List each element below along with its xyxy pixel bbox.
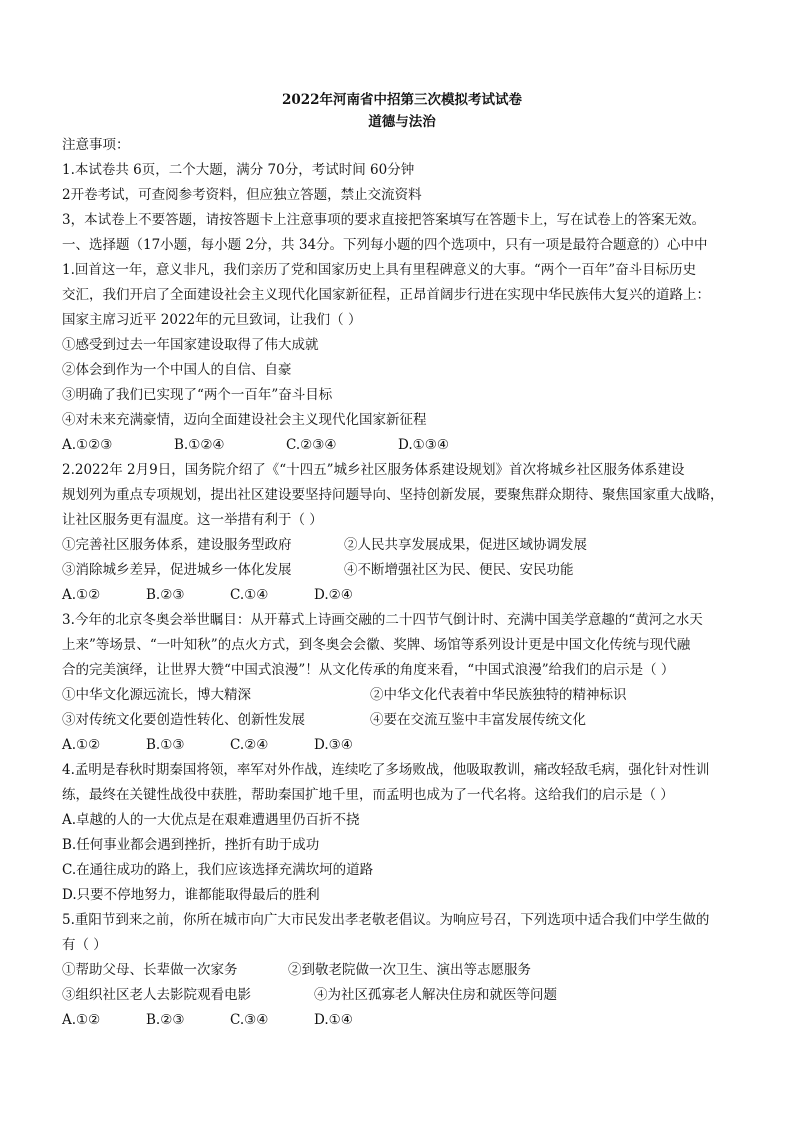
option-c: C.②③④ xyxy=(286,437,337,453)
option-d: D.③④ xyxy=(314,737,353,753)
question-1-item: ③明确了我们已实现了“两个一百年”奋斗目标 xyxy=(62,387,333,403)
option-b: B.②③ xyxy=(146,587,185,603)
question-2-items-row xyxy=(62,533,742,558)
option-a: A.①② xyxy=(62,1012,101,1028)
option-c: C.②④ xyxy=(230,737,269,753)
question-3-item: ①中华文化源远流长，博大精深 xyxy=(62,687,251,703)
question-5-item: ④为社区孤寡老人解决住房和就医等问题 xyxy=(314,987,557,1003)
question-1-item: ①感受到过去一年国家建设取得了伟大成就 xyxy=(62,337,319,353)
question-5-items-row xyxy=(62,958,742,983)
question-4-option-a: A.卓越的人的一大优点是在艰难遭遇里仍百折不挠 xyxy=(62,812,360,828)
question-3-stem: 3.今年的北京冬奥会举世瞩目：从开幕式上诗画交融的二十四节气倒计时、充满中国美学意趣的“黄河之水天 上来”等场景、“一叶知秋”的点火方式，到冬奥会会徽、奖牌、场馆等系列设计更是中国文化传统与现代融 合的完美演绎，让世界大赞“中国式浪漫”！从文化传承的角度来看，“中国式浪漫”给我们的启示是（ ） xyxy=(62,612,703,678)
note-item: 1.本试卷共 6页，二个大题，满分 70分，考试时间 60分钟 xyxy=(62,162,415,178)
question-5-item: ②到敬老院做一次卫生、演出等志愿服务 xyxy=(288,962,531,978)
question-1-item: ②体会到作为一个中国人的自信、自豪 xyxy=(62,362,292,378)
question-2-item: ④不断增强社区为民、便民、安民功能 xyxy=(344,562,574,578)
option-a: A.①② xyxy=(62,587,101,603)
question-5-items-row xyxy=(62,983,742,1008)
subject-title: 道德与法治 xyxy=(368,114,436,130)
note-item: 3，本试卷上不要答题，请按答题卡上注意事项的要求直接把答案填写在答题卡上，写在试卷上的答案无效。 xyxy=(62,212,706,228)
exam-title: 2022年河南省中招第三次模拟考试试卷 xyxy=(281,92,523,108)
question-2-item: ①完善社区服务体系，建设服务型政府 xyxy=(62,537,292,553)
question-5-stem: 5.重阳节到来之前，你所在城市向广大市民发出孝老敬老倡议。为响应号召，下列选项中适合我们中学生做的 有（ ） xyxy=(62,912,710,953)
option-c: C.①④ xyxy=(230,587,269,603)
option-a: A.①② xyxy=(62,737,101,753)
question-2-item: ②人民共享发展成果，促进区域协调发展 xyxy=(344,537,587,553)
question-5-options xyxy=(62,1008,742,1033)
question-4-stem: 4.孟明是春秋时期秦国将领，率军对外作战，连续吃了多场败战，他吸取教训，痛改轻敌毛病，强化针对性训 练，最终在关键性战役中获胜，帮助秦国扩地千里，而孟明也成为了一代名将。这给我们的启示是（ ） xyxy=(62,762,710,803)
question-1-stem: 1.回首这一年，意义非凡，我们亲历了党和国家历史上具有里程碑意义的大事。“两个一百年”奋斗目标历史 交汇，我们开启了全面建设社会主义现代化国家新征程，正昂首阔步行进在实现中华民族伟大复兴的道路上： 国家主席习近平 2022年的元旦致词，让我们（ ） xyxy=(62,262,710,328)
question-5-item: ③组织社区老人去影院观看电影 xyxy=(62,987,251,1003)
section-heading: 一、选择题（17小题，每小题 2分，共 34分。下列每小题的四个选项中，只有一项是最符合题意的）心中中 xyxy=(62,237,708,253)
option-a: A.①②③ xyxy=(62,437,113,453)
question-1-options xyxy=(62,433,742,458)
question-2-stem: 2.2022年 2月9日，国务院介绍了《“十四五”城乡社区服务体系建设规划》首次将城乡社区服务体系建设 规划列为重点专项规划，提出社区建设要坚持问题导向、坚持创新发展，要聚焦群众期待、聚焦国家重大战略， 让社区服务更有温度。这一举措有利于（ ） xyxy=(62,462,724,528)
option-d: D.②④ xyxy=(314,587,353,603)
question-2-items-row xyxy=(62,558,742,583)
question-3-items-row xyxy=(62,708,742,733)
question-3-items-row xyxy=(62,683,742,708)
question-3-options xyxy=(62,733,742,758)
question-2-options xyxy=(62,583,742,608)
question-4-option-d: D.只要不停地努力，谁都能取得最后的胜利 xyxy=(62,887,320,903)
question-3-item: ④要在交流互鉴中丰富发展传统文化 xyxy=(370,712,586,728)
option-b: B.①③ xyxy=(146,737,185,753)
option-c: C.③④ xyxy=(230,1012,269,1028)
question-3-item: ②中华文化代表着中华民族独特的精神标识 xyxy=(370,687,627,703)
note-item: 2开卷考试，可查阅参考资料，但应独立答题，禁止交流资料 xyxy=(62,187,422,203)
question-4-option-c: C.在通往成功的路上，我们应该选择充满坎坷的道路 xyxy=(62,862,374,878)
question-4-option-b: B.任何事业都会遇到挫折，挫折有助于成功 xyxy=(62,837,320,853)
option-b: B.①②④ xyxy=(174,437,225,453)
question-1-item: ④对未来充满豪情，迈向全面建设社会主义现代化国家新征程 xyxy=(62,412,427,428)
question-3-item: ③对传统文化要创造性转化、创新性发展 xyxy=(62,712,305,728)
question-2-item: ③消除城乡差异，促进城乡一体化发展 xyxy=(62,562,292,578)
exam-page xyxy=(62,0,742,1033)
question-5-item: ①帮助父母、长辈做一次家务 xyxy=(62,962,238,978)
option-b: B.②③ xyxy=(146,1012,185,1028)
option-d: D.①③④ xyxy=(398,437,449,453)
option-d: D.①④ xyxy=(314,1012,353,1028)
notes-heading: 注意事项： xyxy=(62,137,130,153)
